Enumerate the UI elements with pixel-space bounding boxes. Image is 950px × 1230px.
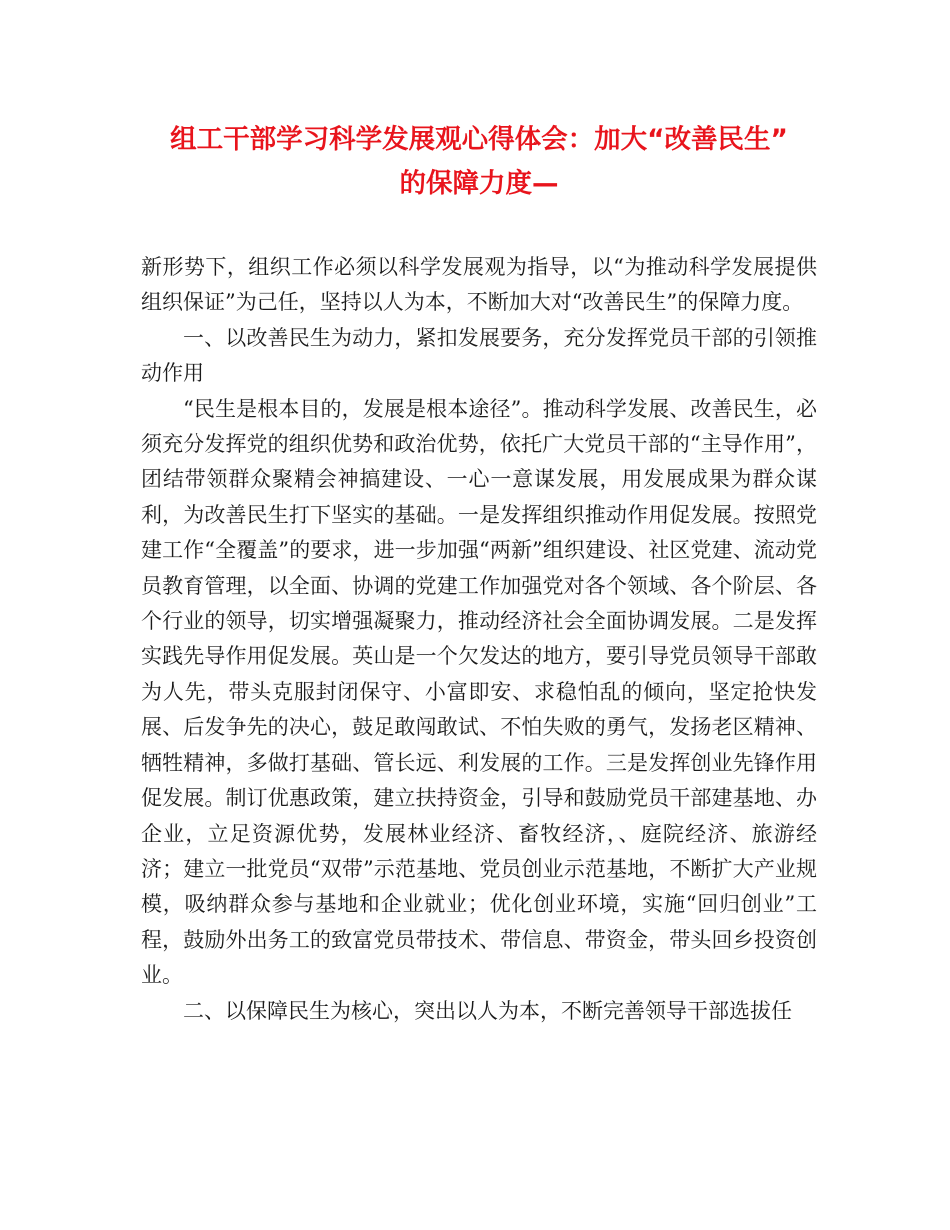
document-body [141, 250, 817, 1029]
intro-paragraph: 新形势下，组织工作必须以科学发展观为指导，以“为推动科学发展提供组织保证”为己任，坚持以人为本，不断加大对“改善民生”的保障力度。 [141, 255, 817, 315]
title-line-2: 的保障力度— [399, 168, 559, 199]
section-heading-2: 二、以保障民生为核心，突出以人为本，不断完善领导干部选拔任 [183, 998, 792, 1023]
document-page [141, 118, 817, 1029]
section-heading-1: 一、以改善民生为动力，紧扣发展要务，充分发挥党员干部的引领推动作用 [141, 325, 817, 386]
body-paragraph-1: “民生是根本目的，发展是根本途径”。推动科学发展、改善民生，必须充分发挥党的组织优势和政治优势，依托广大党员干部的“主导作用”，团结带领群众聚精会神搞建设、一心一意谋发展，用发展成果为群众谋利，为改善民生打下坚实的基础。一是发挥组织推动作用促发展。按照党建工作“全覆盖”的要求，进一步加强“两新”组织建设、社区党建、流动党员教育管理，以全面、协调的党建工作加强党对各个领域、各个阶层、各个行业的领导，切实增强凝聚力，推动经济社会全面协调发展。二是发挥实践先导作用促发展。英山是一个欠发达的地方，要引导党员领导干部敢为人先，带头克服封闭保守、小富即安、求稳怕乱的倾向，坚定抢快发展、后发争先的决心，鼓足敢闯敢试、不怕失败的勇气，发扬老区精神、牺牲精神，多做打基础、管长远、利发展的工作。三是发挥创业先锋作用促发展。制订优惠政策，建立扶持资金，引导和鼓励党员干部建基地、办企业，立足资源优势，发展林业经济、畜牧经济，、庭院经济、旅游经济；建立一批党员“双带”示范基地、党员创业示范基地，不断扩大产业规模，吸纳群众参与基地和企业就业；优化创业环境，实施“回归创业”工程，鼓励外出务工的致富党员带技术、带信息、带资金，带头回乡投资创业。 [141, 396, 817, 988]
document-title [141, 118, 817, 206]
title-line-1: 组工干部学习科学发展观心得体会：加大“改善民生” [170, 124, 788, 155]
